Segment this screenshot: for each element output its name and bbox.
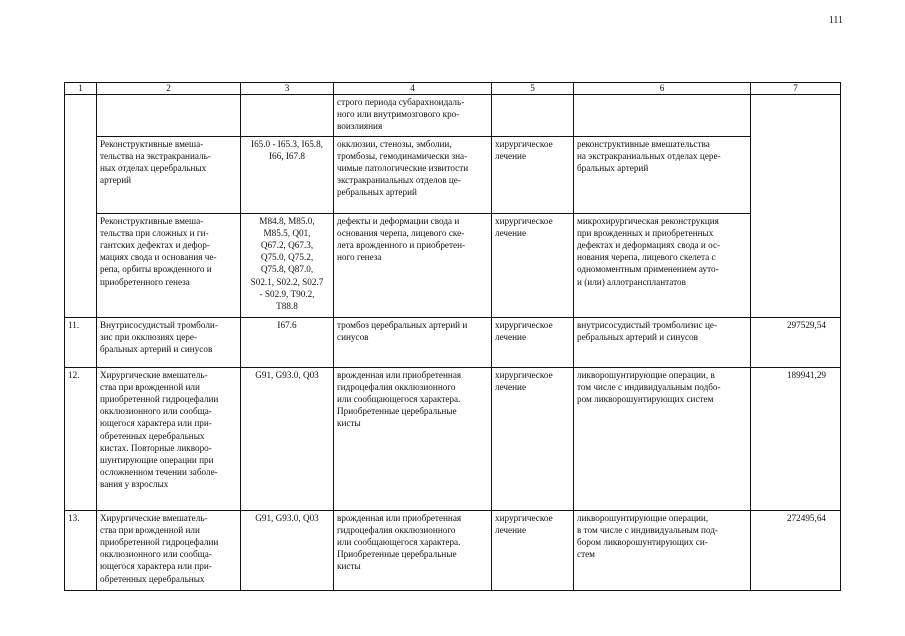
treatment-type-cell: хирургическое лечение <box>492 367 574 510</box>
service-name-cell: Внутрисосудистый тромболи- зис при окклюзиях цере- бральных артерий и синусов <box>97 317 241 367</box>
cost-cell: 297529,54 <box>751 317 841 367</box>
column-number-header: 3 <box>241 83 334 95</box>
treatment-type-cell: хирургическое лечение <box>492 317 574 367</box>
diagnosis-cell: врожденная или приобретенная гидроцефалия окклюзионного или сообщающегося характера. Приобретенные церебральные кисты <box>334 367 492 510</box>
cost-cell <box>751 95 841 137</box>
icd-codes-cell: I65.0 - I65.3, I65.8, I66, I67.8 <box>241 136 334 213</box>
service-name-cell: Хирургические вмешатель- ства при врожденной или приобретенной гидроцефалии окклюзионного или сообща- ющегося характера или при- обретенных церебральных <box>97 510 241 590</box>
treatment-method-cell: ликворошунтирующие операции, в том числе с индивидуальным под- бором ликворошунтирующих си- стем <box>574 510 751 590</box>
icd-codes-cell: I67.6 <box>241 317 334 367</box>
row-number-cell <box>65 213 97 317</box>
diagnosis-cell: строго периода субарахноидаль- ного или внутримозгового кро- воизлияния <box>334 95 492 137</box>
treatment-method-cell <box>574 95 751 137</box>
table-row <box>65 136 841 213</box>
table-row <box>65 317 841 367</box>
column-number-header: 1 <box>65 83 97 95</box>
diagnosis-cell: врожденная или приобретенная гидроцефалия окклюзионного или сообщающегося характера. Приобретенные церебральные кисты <box>334 510 492 590</box>
row-number-cell: 12. <box>65 367 97 510</box>
treatment-type-cell: хирургическое лечение <box>492 136 574 213</box>
table-row <box>65 95 841 137</box>
service-name-cell <box>97 95 241 137</box>
service-name-cell: Реконструктивные вмеша- тельства на экстракраниаль- ных отделах церебральных артерий <box>97 136 241 213</box>
cost-cell: 189941,29 <box>751 367 841 510</box>
treatment-type-cell <box>492 95 574 137</box>
column-number-header: 6 <box>574 83 751 95</box>
treatment-type-cell: хирургическое лечение <box>492 510 574 590</box>
treatment-type-cell: хирургическое лечение <box>492 213 574 317</box>
treatment-method-cell: реконструктивные вмешательства на экстракраниальных отделах цере- бральных артерий <box>574 136 751 213</box>
table-row <box>65 367 841 510</box>
icd-codes-cell: G91, G93.0, Q03 <box>241 367 334 510</box>
column-number-header: 5 <box>492 83 574 95</box>
column-number-header: 7 <box>751 83 841 95</box>
icd-codes-cell: M84.8, M85.0, M85.5, Q01, Q67.2, Q67.3, Q75.0, Q75.2, Q75.8, Q87.0, S02.1, S02.2, S02.7 - S02.9, T90.2, T88.8 <box>241 213 334 317</box>
cost-cell <box>751 213 841 317</box>
row-number-cell <box>65 95 97 137</box>
icd-codes-cell: G91, G93.0, Q03 <box>241 510 334 590</box>
row-number-cell <box>65 136 97 213</box>
cost-cell: 272495,64 <box>751 510 841 590</box>
page-number: 111 <box>828 15 843 26</box>
treatment-method-cell: внутрисосудистый тромболизис це- ребральных артерий и синусов <box>574 317 751 367</box>
service-name-cell: Хирургические вмешатель- ства при врожденной или приобретенной гидроцефалии окклюзионного или сообща- ющегося характера или при- обретенных церебральных кистах. Повторные ликворо- шунтирующие операции при осложненном течении заболе- вания у взрослых <box>97 367 241 510</box>
table-header-row <box>65 83 841 95</box>
diagnosis-cell: тромбоз церебральных артерий и синусов <box>334 317 492 367</box>
cost-cell <box>751 136 841 213</box>
treatment-method-cell: микрохирургическая реконструкция при врожденных и приобретенных дефектах и деформациях свода и ос- нования черепа, лицевого скелета с одномоментным применением ауто- и (или) аллотрансплантатов <box>574 213 751 317</box>
table-row <box>65 510 841 590</box>
medical-services-table <box>64 82 841 591</box>
icd-codes-cell <box>241 95 334 137</box>
diagnosis-cell: окклюзии, стенозы, эмболии, тромбозы, гемодинамически зна- чимые патологические извитости экстракраниальных отделов це- ребральных артерий <box>334 136 492 213</box>
treatment-method-cell: ликворошунтирующие операции, в том числе с индивидуальным подбо- ром ликворошунтирующих систем <box>574 367 751 510</box>
table-row <box>65 213 841 317</box>
column-number-header: 4 <box>334 83 492 95</box>
row-number-cell: 11. <box>65 317 97 367</box>
diagnosis-cell: дефекты и деформации свода и основания черепа, лицевого ске- лета врожденного и приобретен- ного генеза <box>334 213 492 317</box>
column-number-header: 2 <box>97 83 241 95</box>
row-number-cell: 13. <box>65 510 97 590</box>
service-name-cell: Реконструктивные вмеша- тельства при сложных и ги- гантских дефектах и дефор- мациях свода и основания че- репа, орбиты врожденного и приобретенного генеза <box>97 213 241 317</box>
